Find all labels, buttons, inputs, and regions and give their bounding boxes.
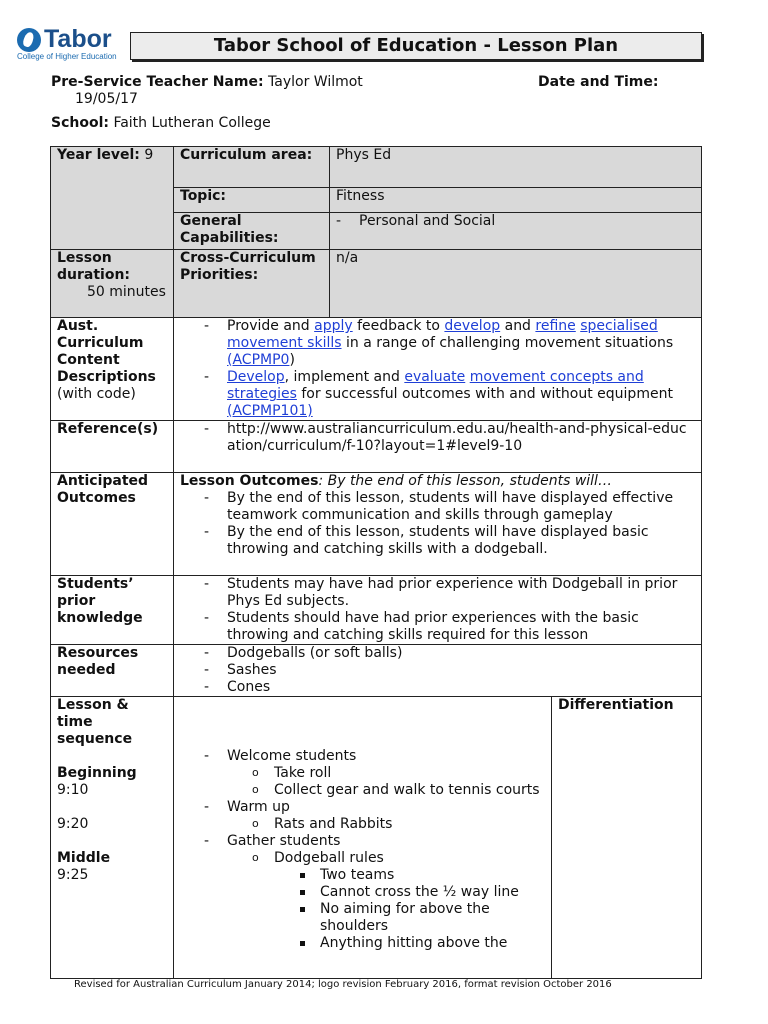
resource-item: - Sashes <box>180 662 695 679</box>
table-row <box>51 473 702 576</box>
date-time-value: 19/05/17 <box>75 91 138 107</box>
resources-label: Resources needed <box>51 645 174 697</box>
rule-item: Anything hitting above the <box>274 935 545 952</box>
capabilities-label: General Capabilities: <box>174 213 330 250</box>
year-level-label: Year level: <box>57 147 140 163</box>
time-label: 9:25 <box>57 867 89 883</box>
cross-curriculum-value: n/a <box>330 250 702 318</box>
logo-wordmark: Tabor <box>44 25 112 53</box>
sequence-label: Lesson & time sequence <box>57 697 133 747</box>
develop-link[interactable]: develop <box>444 318 501 334</box>
sequence-cell <box>174 697 552 979</box>
table-row <box>51 250 702 318</box>
beginning-label: Beginning <box>57 765 137 781</box>
school-label: School: <box>51 115 109 131</box>
sequence-subitem: o Rats and Rabbits <box>227 816 545 833</box>
year-level-value: 9 <box>144 147 154 163</box>
differentiation-cell <box>552 697 702 979</box>
date-time-label: Date and Time: <box>538 74 659 90</box>
time-label: 9:20 <box>57 816 89 832</box>
content-item <box>180 369 695 420</box>
resource-item: - Dodgeballs (or soft balls) <box>180 645 695 662</box>
school-row <box>51 115 271 132</box>
revision-footer: Revised for Australian Curriculum January 2014; logo revision February 2016, format revision October 2016 <box>74 979 612 990</box>
teacher-name-row <box>51 74 363 91</box>
acpmp101-code-link[interactable]: (ACPMP101) <box>227 403 313 419</box>
content-text: Provide and <box>227 318 310 334</box>
rule-item: No aiming for above the shoulders <box>274 901 545 935</box>
sequence-item <box>180 748 545 799</box>
content-text: and <box>504 318 531 334</box>
page-title: Tabor School of Education - Lesson Plan <box>130 32 702 60</box>
rule-item: Cannot cross the ½ way line <box>274 884 545 901</box>
resource-item: - Cones <box>180 679 695 696</box>
sequence-item <box>180 833 545 952</box>
content-text: ) <box>289 352 295 368</box>
content-text: , implement and <box>284 369 400 385</box>
reference-cell <box>174 421 702 473</box>
movement-concepts-link[interactable]: movement concepts and strategies <box>227 369 644 402</box>
sequence-item-text: Gather students <box>227 833 341 849</box>
reference-value: - http://www.australiancurriculum.edu.au/health-and-physical-education/curriculum/f-10?layout=1#level9-10 <box>180 421 695 455</box>
develop-link[interactable]: Develop <box>227 369 285 385</box>
topic-label: Topic: <box>174 188 330 213</box>
apply-link[interactable]: apply <box>314 318 353 334</box>
sequence-label-cell <box>51 697 174 979</box>
table-row <box>51 645 702 697</box>
tabor-logo-mark <box>17 28 41 52</box>
outcome-item: - By the end of this lesson, students will have displayed basic throwing and catching skills with a dodgeball. <box>180 524 695 558</box>
teacher-name-label: Pre-Service Teacher Name: <box>51 74 264 90</box>
prior-knowledge-label: Students’ prior knowledge <box>51 576 174 645</box>
reference-label: Reference(s) <box>51 421 174 473</box>
sequence-subitem: o Take roll <box>227 765 545 782</box>
sequence-subitem <box>227 850 545 952</box>
lesson-plan-table <box>50 146 702 979</box>
cross-curriculum-label: Cross-Curriculum Priorities: <box>174 250 330 318</box>
outcomes-lead <box>180 473 695 490</box>
differentiation-label: Differentiation <box>558 697 674 713</box>
sequence-item <box>180 799 545 833</box>
curriculum-area-label: Curriculum area: <box>174 147 330 188</box>
tabor-logo <box>17 25 117 64</box>
outcomes-cell <box>174 473 702 576</box>
topic-value: Fitness <box>330 188 702 213</box>
prior-knowledge-cell <box>174 576 702 645</box>
duration-value: 50 minutes <box>87 284 166 300</box>
time-label: 9:10 <box>57 782 89 798</box>
logo-tagline: College of Higher Education <box>17 52 117 61</box>
content-text: for successful outcomes with and without equipment <box>301 386 673 402</box>
outcome-item: - By the end of this lesson, students will have displayed effective teamwork communication and skills through gameplay <box>180 490 695 524</box>
content-descriptions-cell <box>174 318 702 421</box>
sequence-subitem-text: Dodgeball rules <box>274 850 384 866</box>
content-descriptions-label: Aust. Curriculum Content Descriptions <box>57 318 156 385</box>
table-row <box>51 421 702 473</box>
lesson-outcomes-intro: : By the end of this lesson, students will… <box>318 473 612 489</box>
specialised-movement-skills-link[interactable]: specialised movement skills <box>227 318 658 351</box>
content-descriptions-sub: (with code) <box>57 386 136 402</box>
middle-label: Middle <box>57 850 111 866</box>
content-label-cell <box>51 318 174 421</box>
refine-link[interactable]: refine <box>535 318 576 334</box>
sequence-item-text: Welcome students <box>227 748 357 764</box>
content-item <box>180 318 695 369</box>
school-value: Faith Lutheran College <box>113 115 271 131</box>
rule-item: Two teams <box>274 867 545 884</box>
prior-knowledge-item: - Students may have had prior experience with Dodgeball in prior Phys Ed subjects. <box>180 576 695 610</box>
duration-cell <box>51 250 174 318</box>
content-text: in a range of challenging movement situations <box>345 335 674 351</box>
sequence-subitem: o Collect gear and walk to tennis courts <box>227 782 545 799</box>
duration-label: Lesson duration: <box>57 250 131 283</box>
table-row <box>51 697 702 979</box>
resources-cell <box>174 645 702 697</box>
sequence-item-text: Warm up <box>227 799 290 815</box>
table-row <box>51 318 702 421</box>
lesson-outcomes-label: Lesson Outcomes <box>180 473 319 489</box>
table-row <box>51 147 702 188</box>
table-row <box>51 576 702 645</box>
content-text: feedback to <box>357 318 440 334</box>
curriculum-area-value: Phys Ed <box>330 147 702 188</box>
evaluate-link[interactable]: evaluate <box>404 369 466 385</box>
year-level-cell <box>51 147 174 250</box>
prior-knowledge-item: - Students should have had prior experiences with the basic throwing and catching skills required for this lesson <box>180 610 695 644</box>
acpmp-code-link[interactable]: (ACPMP0 <box>227 352 290 368</box>
teacher-name-value: Taylor Wilmot <box>268 74 363 90</box>
capabilities-value: - Personal and Social <box>312 213 695 230</box>
outcomes-label: Anticipated Outcomes <box>51 473 174 576</box>
capabilities-cell <box>330 213 702 250</box>
